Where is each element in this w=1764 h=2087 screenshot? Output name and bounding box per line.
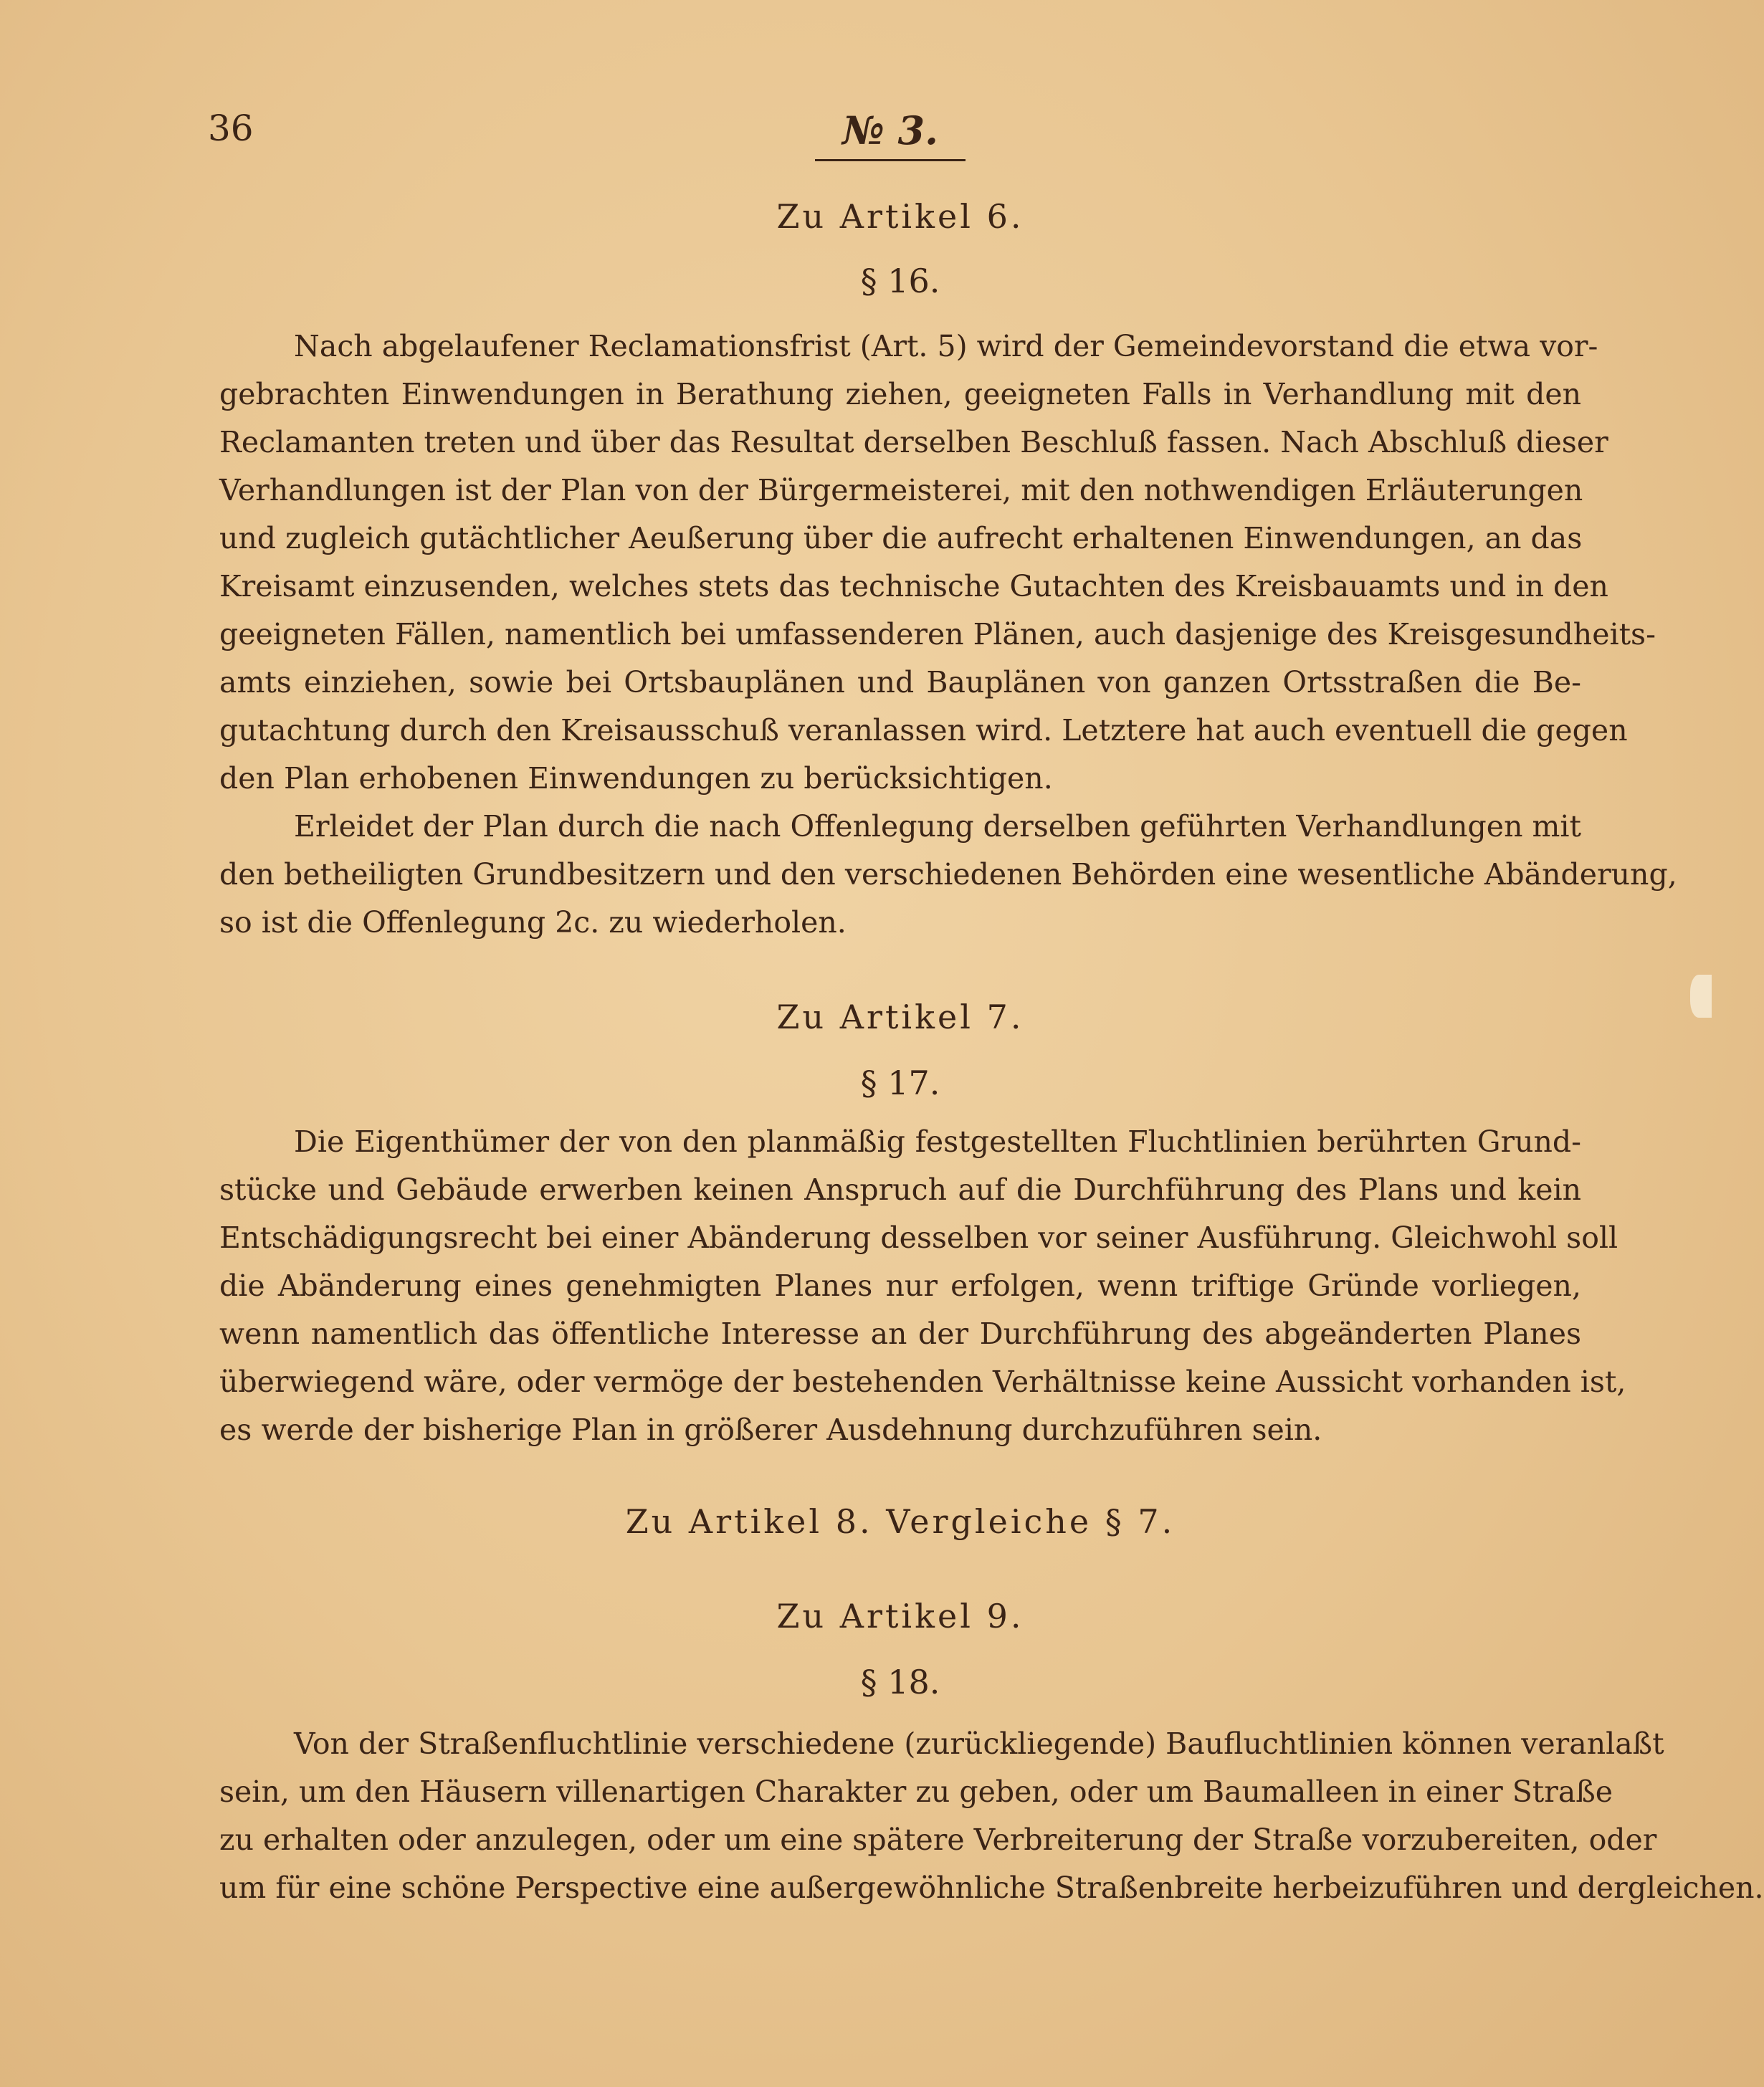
- text-line: sein, um den Häusern villenartigen Charakter zu geben, oder um Baumalleen in einer Straße: [219, 1775, 1613, 1809]
- text-line: den betheiligten Grundbesitzern und den verschiedenen Behörden eine wesentliche Abänderung,: [219, 857, 1677, 892]
- text-line: und zugleich gutächtlicher Aeußerung über die aufrecht erhaltenen Einwendungen, an das: [219, 521, 1583, 555]
- section-16-paragraph-1: [219, 323, 1656, 803]
- text-line: um für eine schöne Perspective eine außergewöhnliche Straßenbreite herbeizuführen und dergleichen.: [219, 1871, 1764, 1905]
- text-line: Erleidet der Plan durch die nach Offenlegung derselben geführten Verhandlungen mit: [294, 809, 1581, 844]
- text-line: Die Eigenthümer der von den planmäßig festgestellten Fluchtlinien berührten Grund-: [294, 1124, 1581, 1159]
- text-line: zu erhalten oder anzulegen, oder um eine spätere Verbreiterung der Straße vorzubereiten, oder: [219, 1823, 1657, 1857]
- text-line: überwiegend wäre, oder vermöge der bestehenden Verhältnisse keine Aussicht vorhanden ist,: [219, 1365, 1626, 1399]
- text-line: wenn namentlich das öffentliche Interesse an der Durchführung des abgeänderten Planes: [219, 1317, 1581, 1351]
- text-line: amts einziehen, sowie bei Ortsbauplänen und Bauplänen von ganzen Ortsstraßen die Be-: [219, 665, 1581, 699]
- text-line: Von der Straßenfluchtlinie verschiedene (zurückliegende) Baufluchtlinien können veranlaßt: [294, 1727, 1664, 1761]
- section-16-heading: § 16.: [860, 262, 940, 300]
- text-line: den Plan erhobenen Einwendungen zu berücksichtigen.: [219, 761, 1053, 796]
- section-17-paragraph: [219, 1118, 1626, 1454]
- page-number: 36: [208, 108, 254, 149]
- paper-edge-damage: [1690, 975, 1712, 1018]
- heading-article-9: Zu Artikel 9.: [776, 1597, 1024, 1635]
- text-line: gutachtung durch den Kreisausschuß veranlassen wird. Letztere hat auch eventuell die gegen: [219, 713, 1628, 748]
- text-line: gebrachten Einwendungen in Berathung ziehen, geeigneten Falls in Verhandlung mit den: [219, 377, 1581, 411]
- text-line: Kreisamt einzusenden, welches stets das technische Gutachten des Kreisbauamts und in den: [219, 569, 1608, 603]
- section-18-paragraph: [219, 1720, 1764, 1912]
- text-line: Nach abgelaufener Reclamationsfrist (Art. 5) wird der Gemeindevorstand die etwa vor-: [294, 329, 1598, 363]
- text-line: so ist die Offenlegung 2c. zu wiederholen.: [219, 905, 847, 940]
- heading-article-6: Zu Artikel 6.: [776, 197, 1024, 236]
- issue-number: № 3.: [842, 108, 938, 153]
- text-line: geeigneten Fällen, namentlich bei umfassenderen Plänen, auch dasjenige des Kreisgesundheits-: [219, 617, 1656, 651]
- text-line: Verhandlungen ist der Plan von der Bürgermeisterei, mit den nothwendigen Erläuterungen: [219, 473, 1583, 507]
- issue-underline: [815, 159, 966, 161]
- text-line: Entschädigungsrecht bei einer Abänderung desselben vor seiner Ausführung. Gleichwohl soll: [219, 1221, 1618, 1255]
- section-18-heading: § 18.: [860, 1663, 940, 1701]
- text-line: Reclamanten treten und über das Resultat derselben Beschluß fassen. Nach Abschluß dieser: [219, 425, 1608, 459]
- text-line: die Abänderung eines genehmigten Planes nur erfolgen, wenn triftige Gründe vorliegen,: [219, 1269, 1581, 1303]
- text-line: es werde der bisherige Plan in größerer Ausdehnung durchzuführen sein.: [219, 1413, 1322, 1447]
- heading-article-7: Zu Artikel 7.: [776, 998, 1024, 1036]
- heading-article-8: Zu Artikel 8. Vergleiche § 7.: [625, 1502, 1176, 1541]
- section-17-heading: § 17.: [860, 1064, 940, 1102]
- section-16-paragraph-2: [219, 803, 1677, 947]
- text-line: stücke und Gebäude erwerben keinen Anspruch auf die Durchführung des Plans und kein: [219, 1173, 1581, 1207]
